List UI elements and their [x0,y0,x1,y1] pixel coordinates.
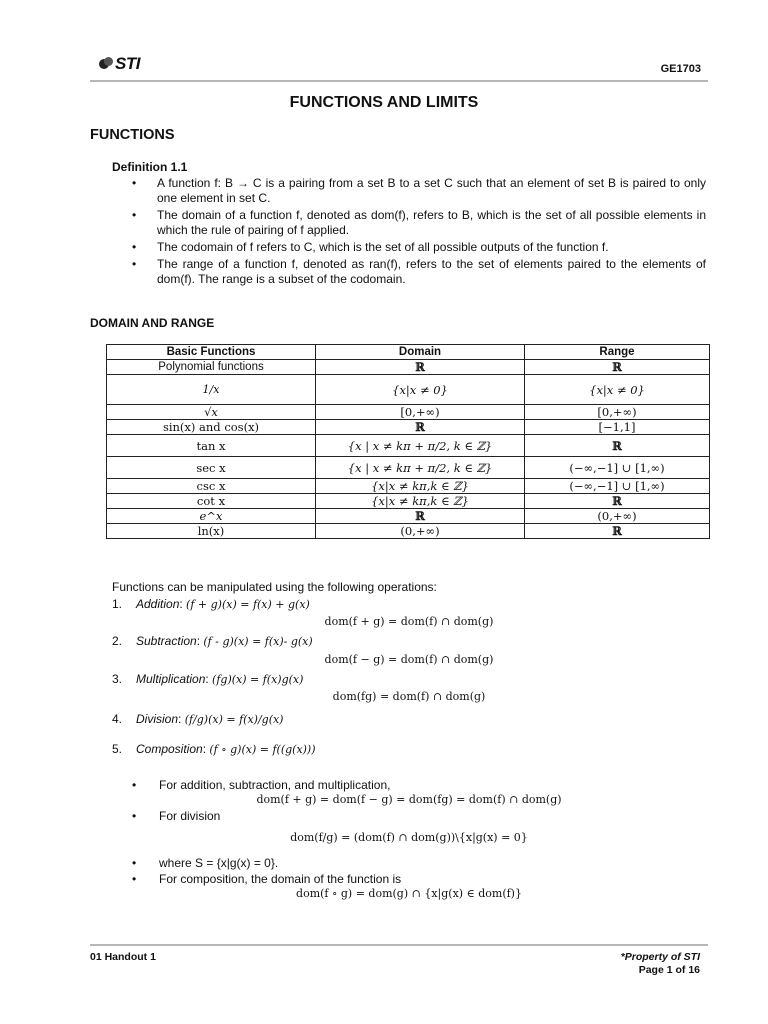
domain-cell: {x|x ≠ kπ,k ∈ ℤ} [316,479,525,494]
header-divider [90,80,708,82]
footer-divider [90,944,708,946]
page-title: FUNCTIONS AND LIMITS [289,94,479,111]
domain-cell: (0,+∞) [316,524,525,539]
table-row [107,509,710,524]
operation-item: 2. Subtraction: (f - g)(x) = f(x)- g(x) [112,634,313,648]
function-cell: sec x [107,457,316,479]
definition-bullet: • The range of a function f, denoted as ran(f), refers to the set of elements paired to the elements of dom(f). The range is a subset of the codomain. [112,257,706,287]
column-header: Range [525,345,710,360]
operation-formula: (fg)(x) = f(x)g(x) [212,673,304,686]
operation-name: Subtraction [136,634,197,648]
operation-name: Division [136,712,179,726]
table-row [107,457,710,479]
operation-formula: (f ∘ g)(x) = f((g(x))) [209,743,316,756]
operation-domain-formula: dom(f + g) = dom(f) ∩ dom(g) [324,615,494,628]
operation-name: Addition [136,597,180,611]
note-where-line [132,856,278,870]
operation-name: Composition [136,742,203,756]
operations-intro: Functions can be manipulated using the following operations: [112,580,437,594]
range-cell: {x|x ≠ 0} [525,375,710,405]
operation-number: 2. [112,634,123,648]
range-cell: ℝ [525,435,710,457]
table-header-row [107,345,710,360]
globe-icon [98,56,114,72]
footer-property: *Property of STI [620,951,700,963]
domain-cell: ℝ [316,509,525,524]
function-cell: Polynomial functions [107,360,316,375]
definition-heading: Definition 1.1 [112,160,188,174]
sti-logo [98,54,140,74]
table-row [107,375,710,405]
column-header: Basic Functions [107,345,316,360]
domain-cell: ℝ [316,360,525,375]
operation-domain-formula: dom(f − g) = dom(f) ∩ dom(g) [324,653,494,666]
function-cell: ln(x) [107,524,316,539]
operation-domain-formula: dom(fg) = dom(f) ∩ dom(g) [332,690,486,703]
range-cell: (−∞,−1] ∪ [1,∞) [525,479,710,494]
operation-name: Multiplication [136,672,206,686]
definition-bullet: • A function f: B → C is a pairing from a set B to a set C such that an element of set B is paired to only one element in set C. [112,176,706,206]
column-header: Domain [316,345,525,360]
function-cell: tan x [107,435,316,457]
note-text: For division [159,809,221,823]
function-cell: sin(x) and cos(x) [107,420,316,435]
note-text: For addition, subtraction, and multiplication, [159,778,391,792]
operation-item: 1. Addition: (f + g)(x) = f(x) + g(x) [112,597,310,611]
operation-item: 4. Division: (f/g)(x) = f(x)/g(x) [112,712,284,726]
note-bullet [132,778,390,792]
table-row [107,405,710,420]
table-row [107,494,710,509]
function-cell [107,375,316,405]
operation-formula: (f/g)(x) = f(x)/g(x) [184,713,284,726]
table-row [107,360,710,375]
operation-number: 3. [112,672,123,686]
operation-number: 5. [112,742,123,756]
function-cell: √x [107,405,316,420]
range-cell: (0,+∞) [525,509,710,524]
function-cell: csc x [107,479,316,494]
table-row [107,479,710,494]
domain-cell: {x | x ≠ kπ + π/2, k ∈ ℤ} [316,435,525,457]
logo-text: STI [115,54,140,73]
note-formula: dom(f + g) = dom(f − g) = dom(fg) = dom(f) ∩ dom(g) [256,793,562,806]
domain-cell: {x | x ≠ kπ + π/2, k ∈ ℤ} [316,457,525,479]
function-label: 1/x [202,382,220,396]
note-formula: dom(f/g) = (dom(f) ∩ dom(g))\{x|g(x) = 0} [290,831,528,844]
range-cell: ℝ [525,524,710,539]
operation-number: 1. [112,597,123,611]
footer-page-number: Page 1 of 16 [638,964,700,976]
note-bullet [132,872,401,886]
course-code: GE1703 [660,63,701,75]
operation-formula: (f - g)(x) = f(x)- g(x) [203,635,313,648]
domain-range-table [106,344,710,539]
definition-bullet: • The codomain of f refers to C, which is the set of all possible outputs of the function f. [112,240,706,255]
section-domain-range-heading: DOMAIN AND RANGE [90,316,215,330]
range-cell: [−1,1] [525,420,710,435]
function-cell: e^x [107,509,316,524]
section-functions-heading: FUNCTIONS [90,127,175,143]
table-row [107,524,710,539]
domain-cell: {x|x ≠ 0} [316,375,525,405]
function-cell: cot x [107,494,316,509]
operation-number: 4. [112,712,123,726]
note-bullet [132,809,220,823]
range-cell: ℝ [525,360,710,375]
operation-formula: (f + g)(x) = f(x) + g(x) [186,598,310,611]
note-where-text: where S = {x|g(x) = 0}. [159,856,279,870]
footer-handout-label: 01 Handout 1 [90,951,156,963]
domain-cell: ℝ [316,420,525,435]
operation-item: 5. Composition: (f ∘ g)(x) = f((g(x))) [112,742,316,756]
domain-cell: {x|x ≠ kπ,k ∈ ℤ} [316,494,525,509]
table-row [107,435,710,457]
range-cell: ℝ [525,494,710,509]
note-formula: dom(f ∘ g) = dom(g) ∩ {x|g(x) ∈ dom(f)} [296,887,522,900]
range-cell: (−∞,−1] ∪ [1,∞) [525,457,710,479]
note-text: For composition, the domain of the function is [159,872,402,886]
definition-list [112,176,706,289]
operation-item: 3. Multiplication: (fg)(x) = f(x)g(x) [112,672,304,686]
range-cell: [0,+∞) [525,405,710,420]
table-row [107,420,710,435]
domain-cell: [0,+∞) [316,405,525,420]
definition-bullet: • The domain of a function f, denoted as dom(f), refers to B, which is the set of all possible elements in which the rule of pairing of f applied. [112,208,706,238]
